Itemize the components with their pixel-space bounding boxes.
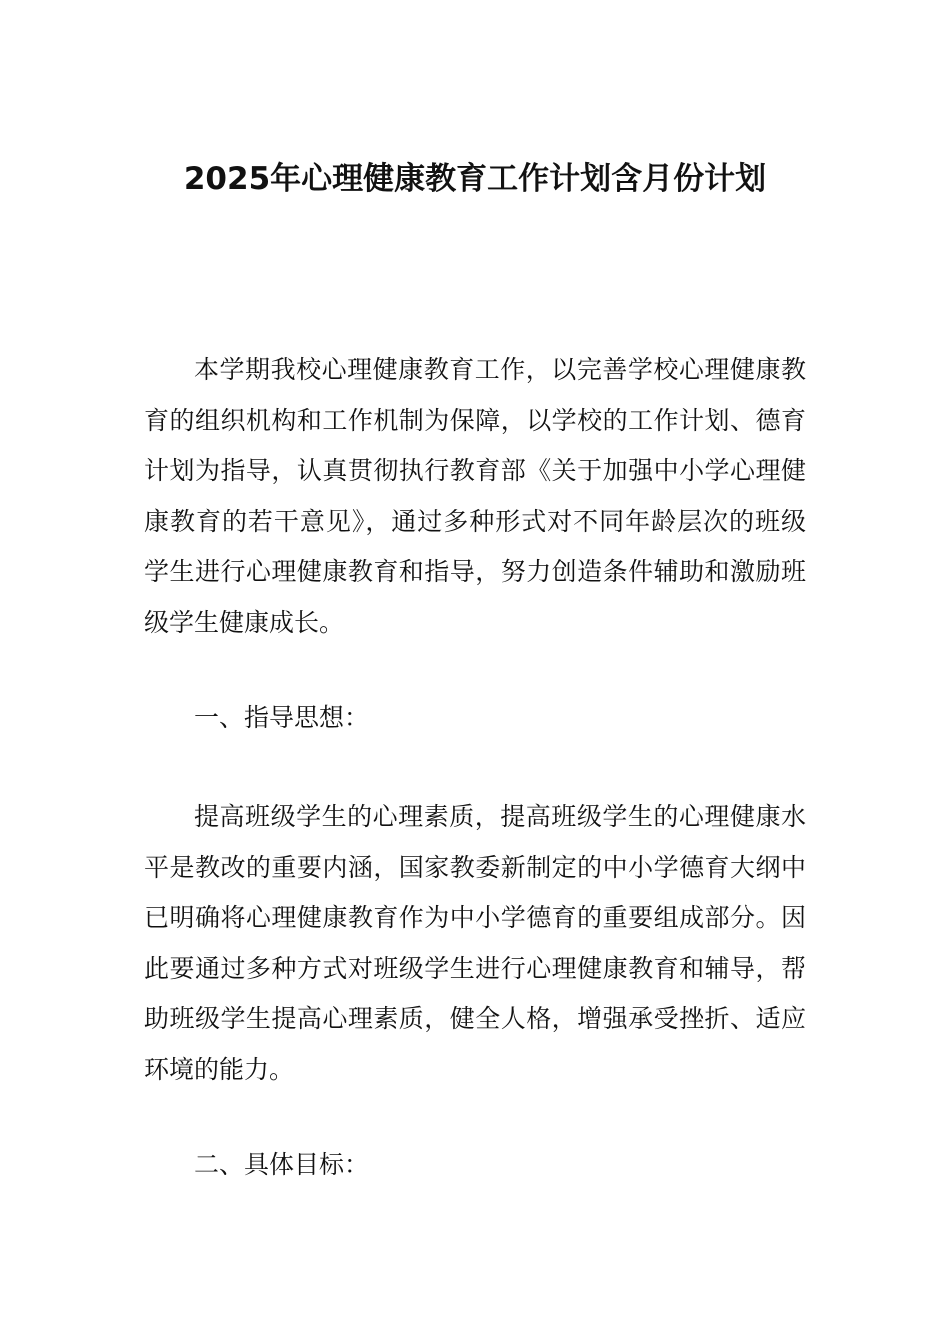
section1-heading: 一、指导思想： [194, 703, 370, 732]
section1-body-block [144, 792, 806, 1095]
intro-paragraph: 本学期我校心理健康教育工作，以完善学校心理健康教育的组织机构和工作机制为保障，以学校的工作计划、德育计划为指导，认真贯彻执行教育部《关于加强中小学心理健康教育的若干意见》，通过多种形式对不同年龄层次的班级学生进行心理健康教育和指导，努力创造条件辅助和激励班级学生健康成长。 [144, 355, 806, 637]
section1-heading-block [144, 693, 806, 744]
document-title: 2025年心理健康教育工作计划含月份计划 [183, 161, 767, 197]
intro-block [144, 345, 806, 648]
section1-paragraph: 提高班级学生的心理素质，提高班级学生的心理健康水平是教改的重要内涵，国家教委新制定的中小学德育大纲中已明确将心理健康教育作为中小学德育的重要组成部分。因此要通过多种方式对班级学生进行心理健康教育和辅导，帮助班级学生提高心理素质，健全人格，增强承受挫折、适应环境的能力。 [144, 802, 806, 1084]
section2-heading: 二、具体目标： [194, 1150, 370, 1179]
section2-heading-block [144, 1140, 806, 1191]
